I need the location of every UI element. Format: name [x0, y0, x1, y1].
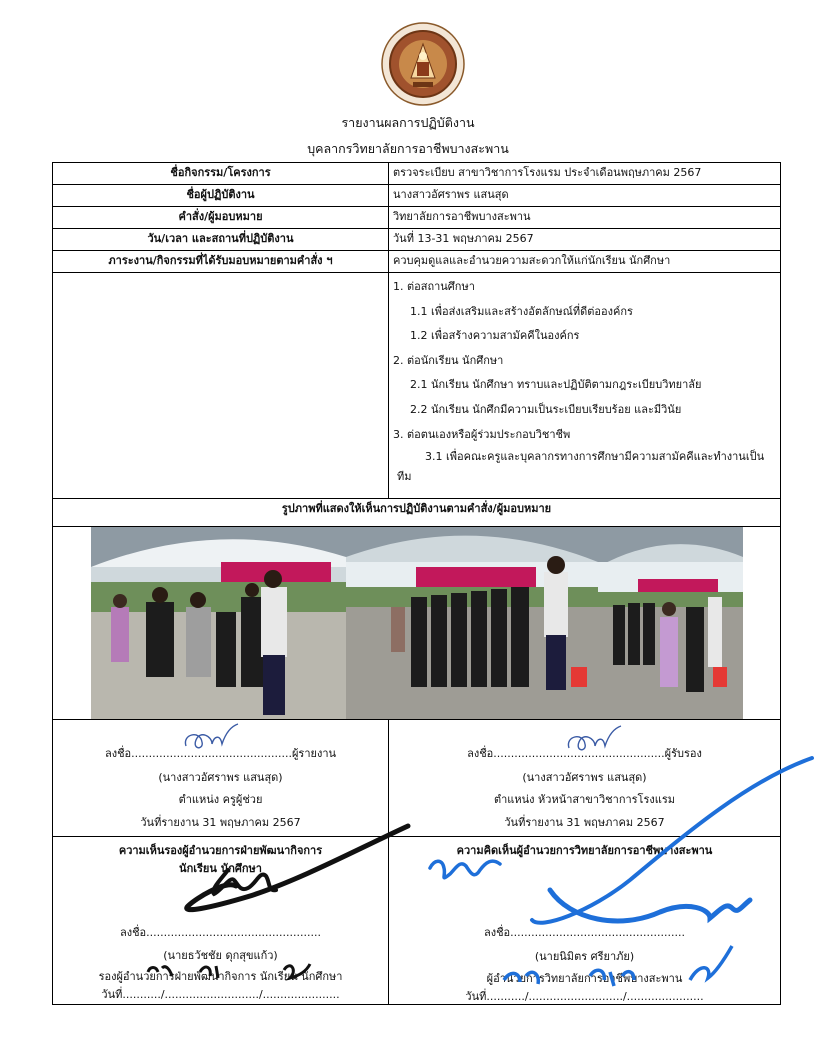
reporter-signature-cell	[53, 720, 389, 837]
outcome-item: 2. ต่อนักเรียน นักศึกษา	[393, 353, 504, 367]
photos-heading-row	[53, 499, 781, 527]
info-row	[53, 229, 781, 251]
value-datetime: วันที่ 13-31 พฤษภาคม 2567	[389, 229, 781, 251]
certifier-sign-dots: .................................................	[493, 747, 665, 760]
reporter-date: วันที่รายงาน 31 พฤษภาคม 2567	[140, 816, 301, 829]
director-name: (นายนิมิตร ศรียาภัย)	[534, 950, 635, 963]
director-sign-dots: ..................................................	[510, 926, 686, 939]
activity-photo-3	[598, 527, 743, 719]
info-row	[53, 163, 781, 185]
value-task: ควบคุมดูแลและอำนวยความสะดวกให้แก่นักเรียน นักศึกษา	[389, 251, 781, 273]
photos-row	[53, 527, 781, 720]
signature-row	[53, 720, 781, 837]
deputy-heading-1: ความเห็นรองผู้อำนวยการฝ่ายพัฒนากิจการ	[118, 844, 323, 857]
photos-heading: รูปภาพที่แสดงให้เห็นการปฏิบัติงานตามคำสั่ง/ผู้มอบหมาย	[53, 499, 781, 527]
director-opinion-cell	[389, 837, 781, 1005]
outcome-item: 1.1 เพื่อส่งเสริมและสร้างอัตลักษณ์ที่ดีต่อองค์กร	[410, 304, 633, 318]
certifier-role: ผู้รับรอง	[664, 747, 702, 760]
outcome-item: 1. ต่อสถานศึกษา	[393, 280, 475, 293]
opinion-row	[53, 837, 781, 1005]
deputy-name: (นายธวัชชัย ดุกสุขแก้ว)	[163, 949, 278, 962]
reporter-role: ผู้รายงาน	[291, 747, 337, 760]
deputy-date: วันที่.........../.........................../......................	[101, 988, 340, 1001]
reporter-sign-prefix: ลงชื่อ	[104, 747, 132, 760]
photos-cell	[53, 527, 781, 720]
reporter-position: ตำแหน่ง ครูผู้ช่วย	[178, 793, 263, 806]
outcome-item: 1.2 เพื่อสร้างความสามัคคีในองค์กร	[410, 329, 580, 343]
info-row	[53, 207, 781, 229]
certifier-sign-prefix: ลงชื่อ	[467, 747, 494, 760]
info-row	[53, 251, 781, 273]
label-performer: ชื่อผู้ปฏิบัติงาน	[53, 185, 389, 207]
info-row	[53, 185, 781, 207]
certifier-name: (นางสาวอัศราพร แสนสุด)	[522, 771, 647, 784]
director-position: ผู้อำนวยการวิทยาลัยการอาชีพบางสะพาน	[486, 972, 683, 985]
certifier-date: วันที่รายงาน 31 พฤษภาคม 2567	[504, 816, 665, 829]
value-assigner: วิทยาลัยการอาชีพบางสะพาน	[389, 207, 781, 229]
outcome-item: 3.1 เพื่อคณะครูและบุคลากรทางการศึกษามีความสามัคคีและทำงานเป็นทีม	[397, 450, 765, 484]
label-datetime: วัน/เวลา และสถานที่ปฏิบัติงาน	[53, 229, 389, 251]
deputy-sign-dots: ..................................................	[146, 926, 322, 939]
reporter-name: (นางสาวอัศราพร แสนสุด)	[158, 771, 283, 784]
value-performer: นางสาวอัศราพร แสนสุด	[389, 185, 781, 207]
outcome-item: 2.1 นักเรียน นักศึกษา ทราบและปฏิบัติตามกฎระเบียบวิทยาลัย	[410, 378, 702, 392]
activity-photo-1	[91, 527, 346, 719]
director-heading: ความคิดเห็นผู้อำนวยการวิทยาลัยการอาชีพบางสะพาน	[456, 844, 713, 857]
director-date: วันที่.........../.........................../......................	[465, 990, 704, 1003]
label-activity: ชื่อกิจกรรม/โครงการ	[53, 163, 389, 185]
outcome-item: 2.2 นักเรียน นักศึกมีความเป็นระเบียบเรียบร้อย และมีวินัย	[410, 402, 682, 416]
deputy-opinion-cell	[53, 837, 389, 1005]
director-sign-prefix: ลงชื่อ	[483, 926, 511, 939]
outcome-item: 3. ต่อตนเองหรือผู้ร่วมประกอบวิชาชีพ	[393, 427, 571, 441]
outcomes-row	[53, 273, 781, 499]
deputy-sign-prefix: ลงชื่อ	[119, 926, 147, 939]
report-title: รายงานผลการปฏิบัติงาน	[341, 115, 475, 130]
outcomes-empty-cell	[53, 273, 389, 499]
deputy-heading-2: นักเรียน นักศึกษา	[179, 862, 262, 875]
deputy-position: รองผู้อำนวยการฝ่ายพัฒนากิจการ นักเรียน นักศึกษา	[98, 970, 343, 983]
college-seal-logo	[381, 22, 465, 106]
reporter-sign-dots: ..............................................	[131, 747, 292, 760]
label-assigner: คำสั่ง/ผู้มอบหมาย	[53, 207, 389, 229]
certifier-signature-cell	[389, 720, 781, 837]
activity-photo-2	[346, 527, 598, 719]
report-table	[52, 162, 781, 1005]
value-activity: ตรวจระเบียบ สาขาวิชาการโรงแรม ประจำเดือนพฤษภาคม 2567	[389, 163, 781, 185]
label-task: ภาระงาน/กิจกรรมที่ได้รับมอบหมายตามคำสั่ง ฯ	[53, 251, 389, 273]
certifier-position: ตำแหน่ง หัวหน้าสาขาวิชาการโรงแรม	[493, 793, 675, 806]
report-subtitle: บุคลากรวิทยาลัยการอาชีพบางสะพาน	[307, 141, 509, 156]
outcomes-cell	[389, 273, 781, 499]
